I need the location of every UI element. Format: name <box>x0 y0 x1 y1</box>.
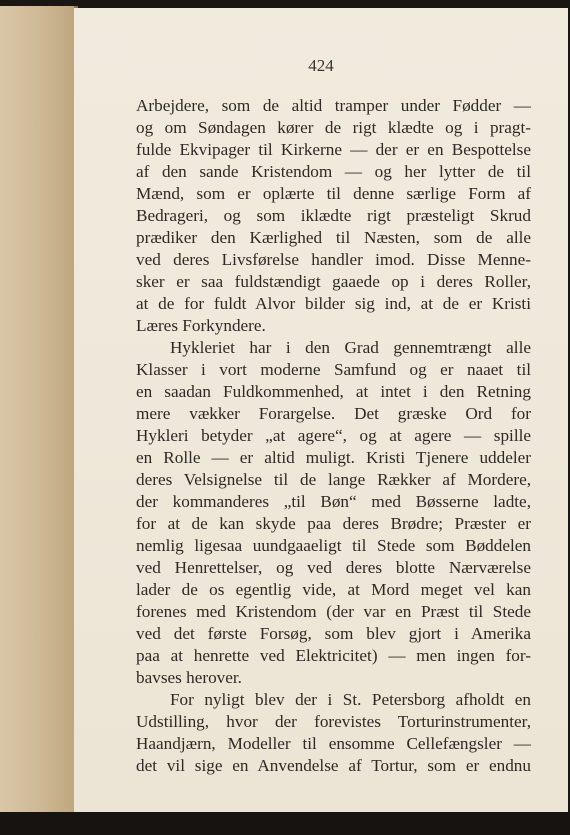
text-line: deres Velsignelse til de lange Rækker af Mordere, <box>136 470 531 489</box>
text-line: ved det første Forsøg, som blev gjort i Amerika <box>136 624 531 643</box>
text-line: Arbejdere, som de altid tramper under Fødder — <box>136 96 531 115</box>
text-line: en saadan Fuldkommenhed, at intet i den Retning <box>136 382 531 401</box>
text-line: det vil sige en Anvendelse af Tortur, som er endnu <box>136 756 531 775</box>
text-line: Bedrageri, og som iklædte rigt præsteligt Skrud <box>136 206 531 225</box>
text-line: at de for fuldt Alvor bilder sig ind, at de er Kristi <box>136 294 531 313</box>
text-line: Hykleri betyder „at agere“, og at agere — spille <box>136 426 531 445</box>
text-line: Mænd, som er oplærte til denne særlige Form af <box>136 184 531 203</box>
body-text <box>136 95 531 777</box>
text-line: en Rolle — er altid muligt. Kristi Tjenere uddeler <box>136 448 531 467</box>
text-line: ved deres Livsførelse handler imod. Disse Menne- <box>136 250 531 269</box>
text-line: For nyligt blev der i St. Petersborg afholdt en <box>170 690 531 709</box>
text-line: Haandjærn, Modeller til ensomme Cellefængsler — <box>136 734 531 753</box>
bottom-shadow <box>0 812 570 835</box>
page-number: 424 <box>308 56 334 75</box>
text-line: sker er saa fuldstændigt gaaede op i deres Roller, <box>136 272 531 291</box>
text-line: bavses herover. <box>136 668 242 687</box>
text-line: mere vækker Forargelse. Det græske Ord for <box>136 404 531 423</box>
text-line: forenes med Kristendom (der var en Præst til Stede <box>136 602 531 621</box>
text-line: ved Henrettelser, og ved deres blotte Nærværelse <box>136 558 531 577</box>
text-line: der kommanderes „til Bøn“ med Bøsserne ladte, <box>136 492 531 511</box>
book-page <box>74 8 568 812</box>
text-line: Klasser i vort moderne Samfund og er naaet til <box>136 360 531 379</box>
text-line: Hykleriet har i den Grad gennemtrængt alle <box>170 338 531 357</box>
text-line: og om Søndagen kører de rigt klædte og i pragt- <box>136 118 531 137</box>
text-line: fulde Ekvipager til Kirkerne — der er en Bespottelse <box>136 140 531 159</box>
text-line: prædiker den Kærlighed til Næsten, som de alle <box>136 228 531 247</box>
page-stack-edge <box>0 6 78 812</box>
text-line: Udstilling, hvor der forevistes Torturinstrumenter, <box>136 712 531 731</box>
text-line: nemlig ligesaa uundgaaeligt til Stede som Bøddelen <box>136 536 531 555</box>
text-line: af den sande Kristendom — og her lytter de til <box>136 162 531 181</box>
text-line: Læres Forkyndere. <box>136 316 266 335</box>
text-line: lader de os egentlig vide, at Mord meget vel kan <box>136 580 531 599</box>
text-line: for at de kan skyde paa deres Brødre; Præster er <box>136 514 531 533</box>
text-line: paa at henrette ved Elektricitet) — men ingen for- <box>136 646 531 665</box>
